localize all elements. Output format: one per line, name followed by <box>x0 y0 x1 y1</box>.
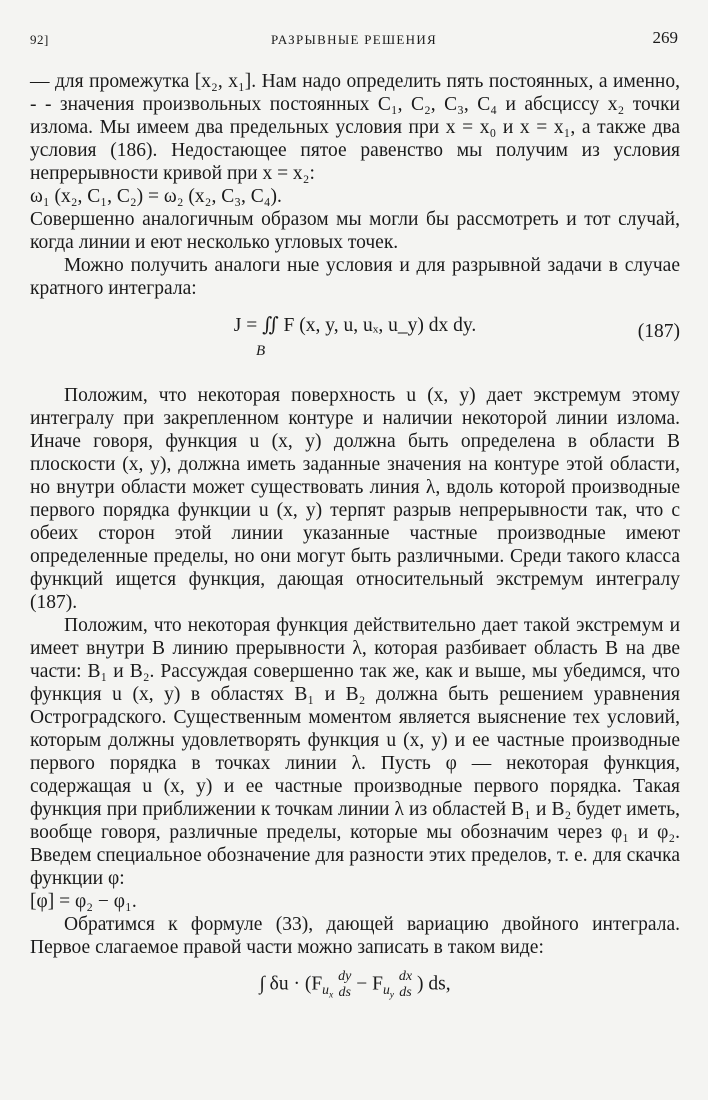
running-title: РАЗРЫВНЫЕ РЕШЕНИЯ <box>270 32 438 47</box>
page-body <box>30 70 680 1007</box>
paragraph-3: Можно получить аналоги ные условия и для разрывной задачи в случае кратного интеграла: <box>30 255 680 299</box>
formula-jump: [φ] = φ₂ − φ₁. <box>30 891 137 912</box>
paragraph-6: Обратимся к формуле (33), дающей вариацию двойного интеграла. Первое слагаемое правой части можно записать в таком виде: <box>30 914 680 958</box>
paragraph-1: — для промежутка [x₂, x₁]. Нам надо определить пять постоянных, а именно, - - значения произвольных постоянных C₁, C₂, C₃, C₄ и абсциссу x₂ точки излома. Мы имеем два предельных условия при x = x₀ и x = x₁, а также два условия (186). Недостающее пятое равенство мы получим из условия непрерывности кривой при x = x₂: <box>30 71 680 184</box>
formula-continuity: ω₁ (x₂, C₁, C₂) = ω₂ (x₂, C₃, C₄). <box>30 186 282 207</box>
line-integral-tail: ) ds, <box>416 973 451 995</box>
line-integral-head: ∫ δu · (F <box>259 973 323 995</box>
fraction-dx-ds: dx ds <box>398 969 413 1000</box>
paragraph-4: Положим, что некоторая поверхность u (x, y) дает экстремум этому интегралу при закрепленном контуре и наличии некоторой линии излома. Иначе говоря, функция u (x, y) должна быть определена в области B плоскости (x, y), должна иметь заданные значения на контуре этой области, но внутри области может существовать линия λ, вдоль которой производные первого порядка функции u (x, y) терпят разрыв непрерывности так, что с обеих сторон этой линии указанные частные производные имеют определенные пределы, но они могут быть различными. Среди такого класса функций ищется функция, дающая относительный экстремум интегралу (187). <box>30 385 680 613</box>
paragraph-5: Положим, что некоторая функция действительно дает такой экстремум и имеет внутри B линию прерывности λ, которая разбивает область B на две части: B₁ и B₂. Рассуждая совершенно так же, как и выше, мы убедимся, что функция u (x, y) в областях B₁ и B₂ должна быть решением уравнения Остроградского. Существенным моментом является выяснение тех условий, которым должны удовлетворять функция u (x, y) и ее частные производные первого порядка в точках линии λ. Пусть φ — некоторая функция, содержащая u (x, y) и ее частные производные первого порядка. Такая функция при приближении к точкам линии λ из областей B₁ и B₂ будет иметь, вообще говоря, различные пределы, которые мы обозначим через φ₁ и φ₂. Введем специальное обозначение для разности этих пределов, т. е. для скачка функции φ: <box>30 615 680 889</box>
paragraph-2: Совершенно аналогичным образом мы могли бы рассмотреть и тот случай, когда линии и еют несколько угловых точек. <box>30 209 680 253</box>
page-number: 269 <box>652 28 678 47</box>
fraction-dy-ds: dy ds <box>338 969 352 1000</box>
page-header <box>30 28 678 52</box>
section-reference: 92] <box>30 32 49 47</box>
equation-number-187: (187) <box>637 321 680 342</box>
formula-187-expression: J = ∬ F (x, y, u, uₓ, u_y) dx dy. <box>233 315 477 336</box>
formula-line-integral: ∫ $\delta u \cdot (F_{u_x}$ dy ds − $F_{u_y}$ dx ds ) ds, <box>259 969 451 1002</box>
formula-187 <box>30 314 680 359</box>
formula-187-domain: B <box>256 343 266 359</box>
